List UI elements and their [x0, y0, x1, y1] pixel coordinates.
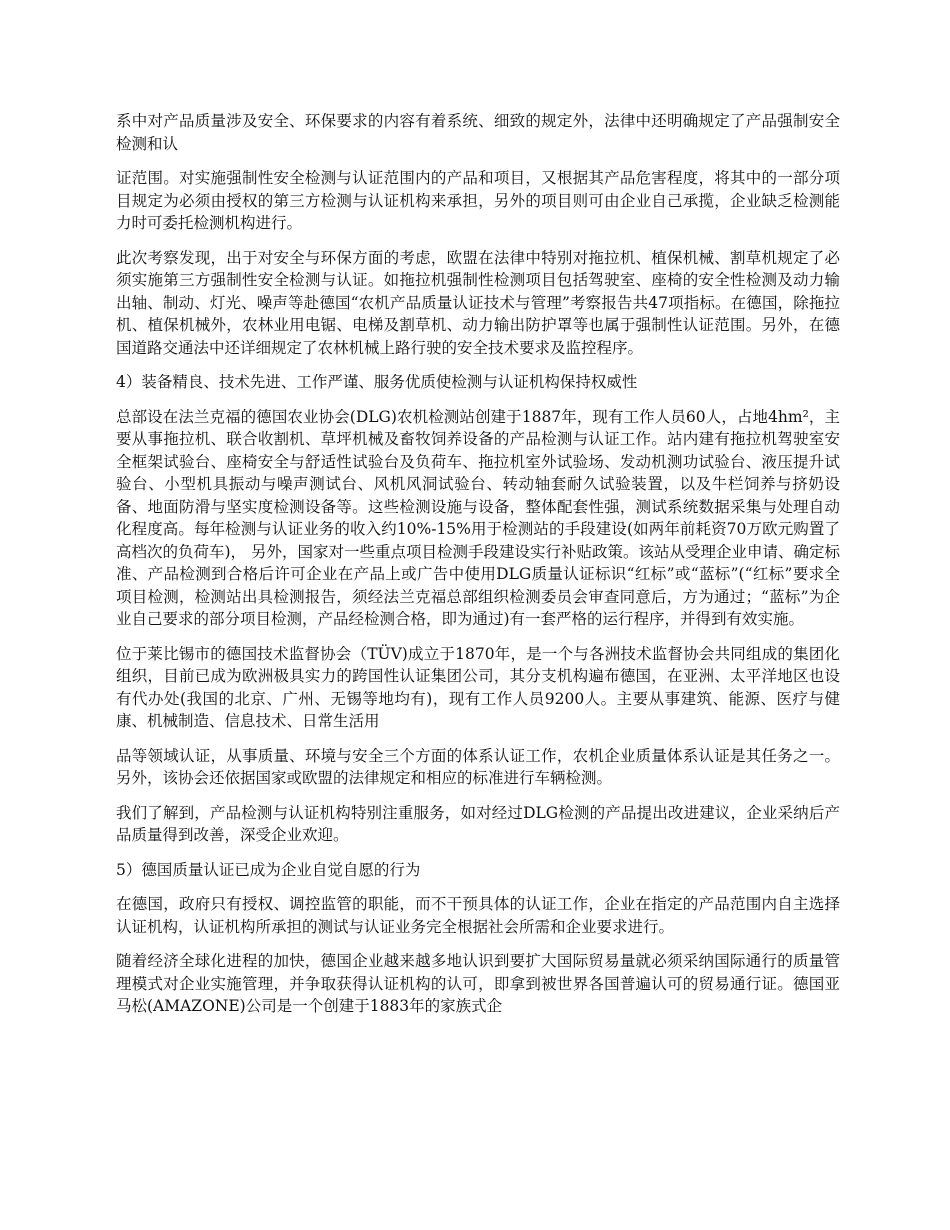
paragraph-dlg: 总部设在法兰克福的德国农业协会(DLG)农机检测站创建于1887年，现有工作人员60人，占地4hm²，主要从事拖拉机、联合收割机、草坪机械及畜牧饲养设备的产品检测与认证工作。站内建有拖拉机驾驶室安全框架试验台、座椅安全与舒适性试验台及负荷车、拖拉机室外试验场、发动机测功试验台、液压提升试验台、小型机具振动与噪声测试台、风机风洞试验台、转动轴套耐久试验装置，以及牛栏饲养与挤奶设备、地面防滑与坚实度检测设备等。这些检测设施与设备，整体配套性强，测试系统数据采集与处理自动化程度高。每年检测与认证业务的收入约10%-15%用于检测站的手段建设(如两年前耗资70万欧元购置了高档次的负荷车)， 另外，国家对一些重点项目检测手段建设实行补贴政策。该站从受理企业申请、确定标准、产品检测到合格后许可企业在产品上或广告中使用DLG质量认证标识“红标”或“蓝标”(“红标”要求全项目检测，检测站出具检测报告，须经法兰克福总部组织检测委员会审查同意后，方为通过；“蓝标”为企业自己要求的部分项目检测，产品经检测合格，即为通过)有一套严格的运行程序，并得到有效实施。	[116, 407, 840, 628]
paragraph-2: 证范围。对实施强制性安全检测与认证范围内的产品和项目，又根据其产品危害程度，将其中的一部分项目规定为必须由授权的第三方检测与认证机构来承担，另外的项目则可由企业自己承揽，企业缺乏检测能力时可委托检测机构进行。	[116, 169, 840, 232]
section-heading-5: 5）德国质量认证已成为企业自觉自愿的行为	[116, 860, 421, 879]
paragraph-government: 在德国，政府只有授权、调控监管的职能，而不干预具体的认证工作，企业在指定的产品范围内自主选择认证机构，认证机构所承担的测试与认证业务完全根据社会所需和企业要求进行。	[116, 895, 840, 936]
paragraph-service: 我们了解到，产品检测与认证机构特别注重服务，如对经过DLG检测的产品提出改进建议，企业采纳后产品质量得到改善，深受企业欢迎。	[116, 803, 840, 844]
paragraph-1: 系中对产品质量涉及安全、环保要求的内容有着系统、细致的规定外，法律中还明确规定了产品强制安全检测和认	[116, 112, 840, 153]
section-heading-4: 4）装备精良、技术先进、工作严谨、服务优质使检测与认证机构保持权威性	[116, 373, 638, 391]
paragraph-tuv-continued: 品等领域认证，从事质量、环境与安全三个方面的体系认证工作，农机企业质量体系认证是其任务之一。另外，该协会还依据国家或欧盟的法律规定和相应的标准进行车辆检测。	[116, 746, 840, 787]
paragraph-tuv: 位于莱比锡市的德国技术监督协会（TÜV)成立于1870年，是一个与各洲技术监督协会共同组成的集团化组织，目前已成为欧洲极具实力的跨国性认证集团公司，其分支机构遍布德国，在亚洲、太平洋地区也设有代办处(我国的北京、广州、无锡等地均有)，现有工作人员9200人。主要从事建筑、能源、医疗与健康、机械制造、信息技术、日常生活用	[116, 644, 840, 730]
document-body	[116, 110, 840, 1030]
paragraph-3: 此次考察发现，出于对安全与环保方面的考虑，欧盟在法律中特别对拖拉机、植保机械、割草机规定了必须实施第三方强制性安全检测与认证。如拖拉机强制性检测项目包括驾驶室、座椅的安全性检测及动力输出轴、制动、灯光、噪声等赴德国“农机产品质量认证技术与管理”考察报告共47项指标。在德国，除拖拉机、植保机械外，农林业用电锯、电梯及割草机、动力输出防护罩等也属于强制性认证范围。另外，在德国道路交通法中还详细规定了农林机械上路行驶的安全技术要求及监控程序。	[116, 248, 840, 357]
paragraph-globalization: 随着经济全球化进程的加快，德国企业越来越多地认识到要扩大国际贸易量就必须采纳国际通行的质量管理模式对企业实施管理，并争取获得认证机构的认可，即拿到被世界各国普遍认可的贸易通行证。德国亚马松(AMAZONE)公司是一个创建于1883年的家族式企	[116, 952, 840, 1015]
